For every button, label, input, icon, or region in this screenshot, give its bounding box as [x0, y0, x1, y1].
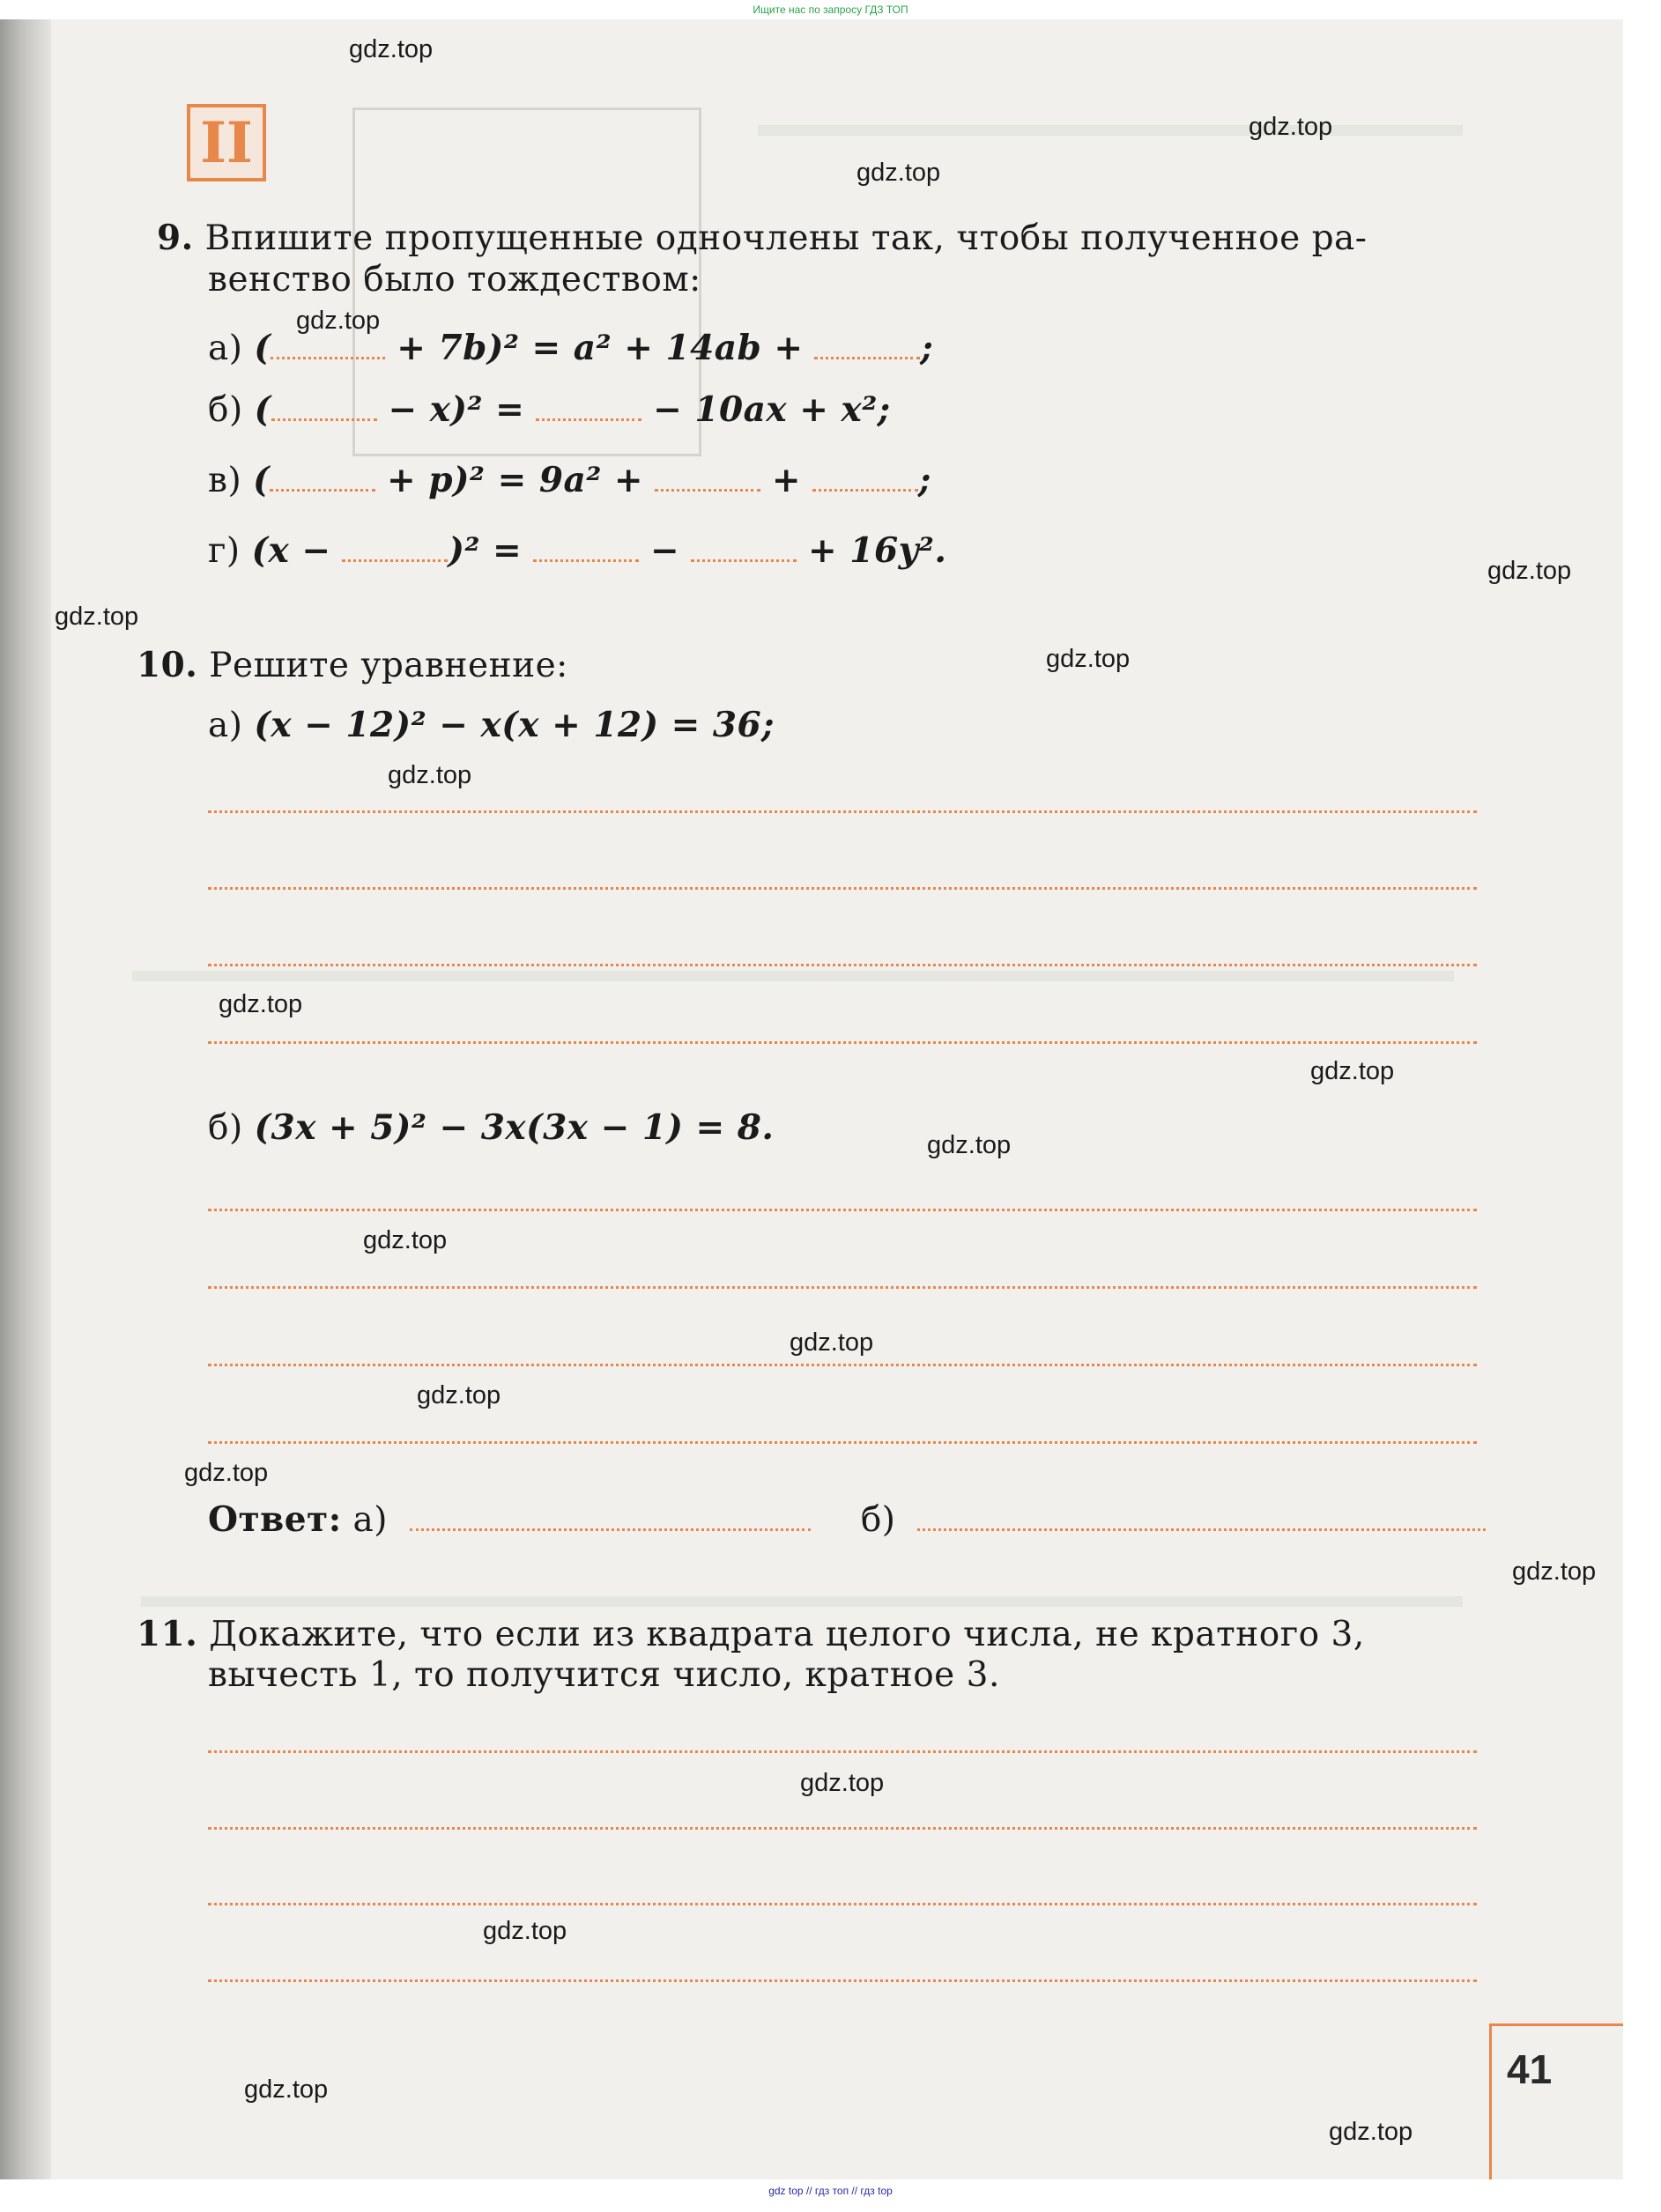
task9-v-blank3[interactable]	[812, 464, 918, 492]
task9-b-label: б)	[208, 390, 243, 430]
answer-label: Ответ:	[208, 1499, 342, 1540]
section-badge: II	[187, 104, 266, 181]
answer-b-field[interactable]	[917, 1504, 1486, 1531]
task9-g-blank3[interactable]	[691, 535, 797, 562]
task9-g-part2: )² =	[448, 530, 523, 571]
watermark: gdz.top	[417, 1381, 501, 1409]
task10-a-label: а)	[208, 706, 243, 745]
task9-g-blank2[interactable]	[533, 535, 639, 562]
book-spine-shadow	[0, 19, 51, 2179]
answer-line[interactable]	[208, 810, 1477, 813]
watermark: gdz.top	[790, 1328, 874, 1357]
task9-b-part2: − x)² =	[388, 389, 525, 430]
watermark: gdz.top	[244, 2075, 329, 2104]
watermark: gdz.top	[184, 1459, 269, 1487]
task10-number: 10.	[137, 645, 198, 685]
watermark: gdz.top	[349, 35, 434, 63]
watermark: gdz.top	[219, 990, 303, 1018]
task9-v-part4: ;	[917, 460, 931, 500]
task9-b-blank1[interactable]	[271, 394, 377, 421]
answer-b-label: б)	[860, 1500, 896, 1540]
task9-g-label: г)	[208, 531, 241, 571]
task10-heading	[137, 645, 568, 685]
task10-b-equation: (3x + 5)² − 3x(3x − 1) = 8.	[254, 1107, 775, 1148]
bleed-through-lines-3	[141, 1596, 1463, 1607]
answer-line[interactable]	[208, 1750, 1477, 1753]
task9-g-part3: −	[650, 530, 680, 571]
watermark: gdz.top	[1249, 113, 1333, 141]
task9-a-part2: + 7b)² = a² + 14ab +	[397, 328, 804, 368]
watermark: gdz.top	[1487, 557, 1572, 585]
task11-text-line2: вычесть 1, то получится число, кратное 3.	[208, 1655, 1000, 1695]
task9-text-line2: венство было тождеством:	[208, 260, 701, 300]
watermark: gdz.top	[483, 1917, 567, 1945]
task9-text-line1: Впишите пропущенные одночлены так, чтобы полученное ра-	[204, 218, 1368, 258]
task9-v-part2: + p)² = 9a² +	[386, 460, 644, 500]
watermark: gdz.top	[1329, 2118, 1413, 2146]
watermark: gdz.top	[296, 307, 381, 335]
task9-b-part1: (	[254, 389, 271, 430]
task11-heading	[137, 1614, 1365, 1654]
top-banner: Ищите нас по запросу ГДЗ ТОП	[753, 4, 908, 16]
task9-a-blank2[interactable]	[814, 332, 920, 359]
watermark: gdz.top	[856, 159, 941, 187]
answer-line[interactable]	[208, 1441, 1477, 1444]
watermark: gdz.top	[1046, 645, 1131, 673]
watermark: gdz.top	[1512, 1557, 1597, 1586]
task9-a-part3: ;	[920, 328, 934, 368]
task9-heading	[157, 218, 1368, 258]
task9-item-g	[208, 530, 946, 571]
watermark: gdz.top	[1310, 1057, 1395, 1085]
task9-g-part4: + 16y².	[808, 530, 947, 571]
task9-v-part3: +	[771, 460, 802, 500]
watermark: gdz.top	[927, 1131, 1012, 1159]
task9-v-blank2[interactable]	[655, 464, 760, 492]
task9-g-blank1[interactable]	[342, 535, 448, 562]
task9-v-label: в)	[208, 461, 242, 500]
answer-line[interactable]	[208, 964, 1477, 966]
task10-item-a	[208, 705, 775, 745]
task9-item-b	[208, 389, 891, 430]
answer-a-label: а)	[352, 1500, 388, 1540]
watermark: gdz.top	[55, 603, 139, 631]
task9-b-part3: − 10ax + x²;	[653, 389, 891, 430]
task10-a-equation: (x − 12)² − x(x + 12) = 36;	[254, 705, 775, 745]
task9-v-blank1[interactable]	[270, 464, 375, 492]
page-number: 41	[1507, 2046, 1553, 2092]
answer-line[interactable]	[208, 1209, 1477, 1211]
answer-line[interactable]	[208, 1903, 1477, 1905]
task9-number: 9.	[157, 218, 194, 258]
answer-a-field[interactable]	[410, 1504, 811, 1531]
task10-answer-row	[208, 1499, 1486, 1540]
task10-text: Решите уравнение:	[209, 646, 568, 685]
answer-line[interactable]	[208, 1827, 1477, 1830]
bleed-through-lines	[132, 971, 1454, 981]
task9-v-part1: (	[253, 460, 271, 500]
task10-b-label: б)	[208, 1108, 243, 1148]
answer-line[interactable]	[208, 1041, 1477, 1044]
answer-line[interactable]	[208, 1979, 1477, 1982]
bleed-through-lines-2	[758, 125, 1463, 136]
task9-a-blank1[interactable]	[271, 332, 385, 359]
answer-line[interactable]	[208, 887, 1477, 890]
task9-g-part1: (x −	[251, 530, 331, 571]
task9-b-blank2[interactable]	[536, 394, 641, 421]
task11-number: 11.	[137, 1614, 198, 1654]
task9-item-v	[208, 460, 931, 500]
answer-line[interactable]	[208, 1364, 1477, 1366]
task10-item-b	[208, 1107, 774, 1148]
watermark: gdz.top	[363, 1226, 448, 1254]
answer-line[interactable]	[208, 1286, 1477, 1289]
task9-a-label: а)	[208, 329, 243, 368]
watermark: gdz.top	[388, 761, 472, 789]
watermark: gdz.top	[800, 1769, 885, 1797]
bottom-banner: gdz top // гдз топ // гдз top	[768, 2185, 893, 2197]
workbook-page	[0, 19, 1623, 2179]
task11-text-line1: Докажите, что если из квадрата целого числа, не кратного 3,	[209, 1615, 1365, 1654]
task9-a-part1: (	[254, 328, 271, 368]
